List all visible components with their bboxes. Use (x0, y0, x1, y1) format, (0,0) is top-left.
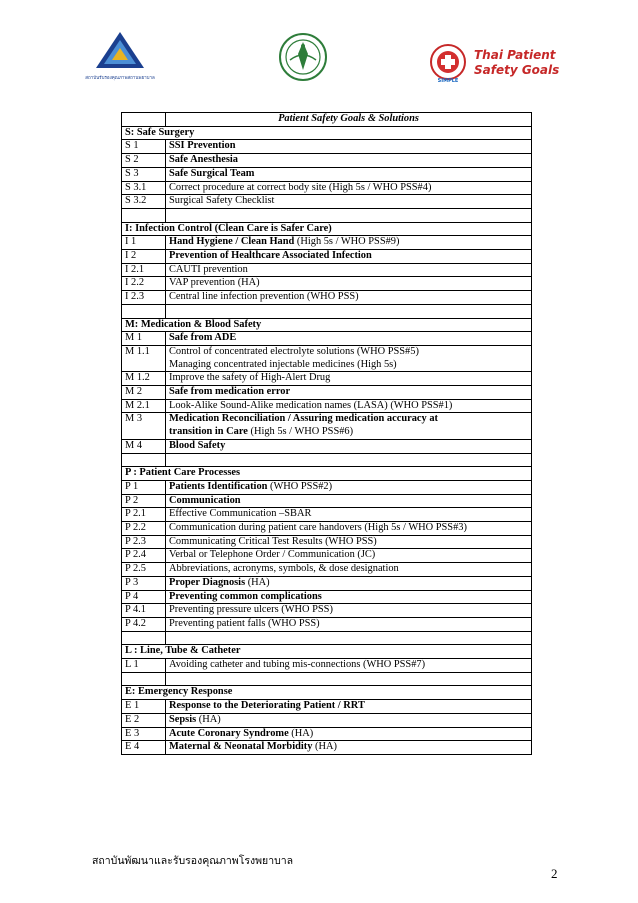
table-row (122, 741, 532, 755)
table-row (122, 494, 532, 508)
goal-code: P 4.1 (122, 604, 166, 618)
goal-code: S 2 (122, 154, 166, 168)
spacer-cell (122, 304, 166, 318)
section-heading: P : Patient Care Processes (122, 467, 532, 481)
goal-code: E 3 (122, 727, 166, 741)
section-heading-row (122, 645, 532, 659)
section-heading-row (122, 126, 532, 140)
goal-description (166, 590, 532, 604)
page-number: 2 (551, 866, 558, 881)
table-row (122, 399, 532, 413)
goal-detail: Preventing patient falls (WHO PSS) (169, 617, 320, 629)
goal-title: Hand Hygiene / Clean Hand (169, 236, 295, 248)
goal-code: P 4 (122, 590, 166, 604)
table-row (122, 727, 532, 741)
goal-code: E 1 (122, 700, 166, 714)
section-heading-row (122, 467, 532, 481)
goal-code: P 1 (122, 480, 166, 494)
header-code-cell (122, 113, 166, 127)
section-heading: I: Infection Control (Clean Care is Safer Care) (122, 222, 532, 236)
goal-description (166, 535, 532, 549)
goal-description (166, 291, 532, 305)
goal-detail: Surgical Safety Checklist (169, 195, 275, 207)
goal-code: M 3 (122, 413, 166, 439)
goal-title: Safe Anesthesia (169, 154, 238, 166)
goal-detail: Verbal or Telephone Order / Communication (JC) (169, 549, 376, 561)
institute-logo-text: สถาบันรับรองคุณภาพสถานพยาบาล (85, 76, 155, 81)
goal-title-continued: transition in Care (169, 426, 248, 438)
table-row (122, 277, 532, 291)
goal-description (166, 413, 532, 439)
goal-detail: (HA) (288, 727, 314, 739)
logo-line-2: Safety Goals (474, 63, 560, 77)
goal-description (166, 399, 532, 413)
table-row (122, 535, 532, 549)
goal-code: P 2.3 (122, 535, 166, 549)
goal-description (166, 250, 532, 264)
table-row (122, 413, 532, 439)
table-row (122, 167, 532, 181)
table-row (122, 563, 532, 577)
goal-code: M 1.1 (122, 345, 166, 371)
goal-description (166, 263, 532, 277)
goal-detail: (HA) (245, 576, 270, 588)
footer-institute-name: สถาบันพัฒนาและรับรองคุณภาพโรงพยาบาล (92, 855, 294, 867)
logo-line-1: Thai Patient (474, 48, 556, 62)
table-row (122, 508, 532, 522)
table-row (122, 154, 532, 168)
section-heading: E: Emergency Response (122, 686, 532, 700)
goal-title: Patients Identification (169, 480, 268, 492)
goal-description (166, 372, 532, 386)
goal-code: I 2.2 (122, 277, 166, 291)
goal-code: M 2.1 (122, 399, 166, 413)
goal-code: I 2 (122, 250, 166, 264)
goal-detail: VAP prevention (HA) (169, 277, 260, 289)
goal-title: Acute Coronary Syndrome (169, 727, 289, 739)
section-heading-row (122, 686, 532, 700)
goal-code: I 1 (122, 236, 166, 250)
goal-description (166, 508, 532, 522)
table-row (122, 291, 532, 305)
goal-description (166, 494, 532, 508)
spacer-row (122, 304, 532, 318)
goal-description (166, 345, 532, 371)
goal-description (166, 604, 532, 618)
goal-title: SSI Prevention (169, 140, 236, 152)
goal-title: Safe Surgical Team (169, 167, 255, 179)
table-row (122, 713, 532, 727)
goal-detail: (HA) (312, 741, 337, 753)
goal-title: Maternal & Neonatal Morbidity (169, 741, 313, 753)
thai-patient-safety-goals-logo (428, 40, 563, 84)
goal-code: P 2 (122, 494, 166, 508)
spacer-cell (166, 304, 532, 318)
spacer-cell (122, 208, 166, 222)
goal-detail: Avoiding catheter and tubing mis-connections (WHO PSS#7) (169, 659, 426, 671)
goal-description (166, 140, 532, 154)
table-row (122, 590, 532, 604)
spacer-row (122, 631, 532, 645)
patient-safety-goals-table (121, 112, 532, 755)
goal-description (166, 659, 532, 673)
table-row (122, 181, 532, 195)
spacer-row (122, 208, 532, 222)
spacer-cell (122, 453, 166, 467)
section-heading: M: Medication & Blood Safety (122, 318, 532, 332)
goal-description (166, 154, 532, 168)
goal-detail: Control of concentrated electrolyte solutions (WHO PSS#5) (169, 345, 419, 357)
goal-title: Medication Reconciliation / Assuring medication accuracy at (169, 413, 438, 425)
goal-detail: Abbreviations, acronyms, symbols, & dose designation (169, 563, 399, 575)
goal-code: S 3 (122, 167, 166, 181)
goal-description (166, 277, 532, 291)
goal-code: I 2.3 (122, 291, 166, 305)
goal-code: P 2.1 (122, 508, 166, 522)
goal-title: Response to the Deteriorating Patient / RRT (169, 700, 365, 712)
table-row (122, 386, 532, 400)
goal-description (166, 549, 532, 563)
goal-detail: (WHO PSS#2) (267, 480, 333, 492)
goal-code: M 1 (122, 332, 166, 346)
goal-code: E 2 (122, 713, 166, 727)
goal-code: S 1 (122, 140, 166, 154)
goal-title: Safe from medication error (169, 386, 291, 398)
section-heading-row (122, 222, 532, 236)
table-row (122, 250, 532, 264)
spacer-row (122, 672, 532, 686)
goal-code: P 2.5 (122, 563, 166, 577)
goal-description (166, 727, 532, 741)
goal-title: Communication (169, 494, 241, 506)
institute-logo (85, 30, 155, 82)
goal-detail: Improve the safety of High-Alert Drug (169, 372, 331, 384)
spacer-cell (166, 453, 532, 467)
spacer-cell (122, 631, 166, 645)
goal-detail: (HA) (196, 713, 221, 725)
table-row (122, 439, 532, 453)
table-row (122, 372, 532, 386)
goal-detail-continued: (High 5s / WHO PSS#6) (247, 426, 354, 438)
table-row (122, 236, 532, 250)
goal-detail: (High 5s / WHO PSS#9) (294, 236, 400, 248)
goal-code: P 2.4 (122, 549, 166, 563)
section-heading-row (122, 318, 532, 332)
table-row (122, 700, 532, 714)
goal-code: S 3.2 (122, 195, 166, 209)
table-row (122, 576, 532, 590)
goal-detail: Correct procedure at correct body site (High 5s / WHO PSS#4) (169, 181, 432, 193)
goal-description (166, 332, 532, 346)
goal-code: P 2.2 (122, 522, 166, 536)
goal-detail: Look-Alike Sound-Alike medication names (LASA) (WHO PSS#1) (169, 399, 453, 411)
goal-code: P 4.2 (122, 617, 166, 631)
table-row (122, 604, 532, 618)
goal-description (166, 181, 532, 195)
goal-description (166, 522, 532, 536)
goal-code: M 2 (122, 386, 166, 400)
goal-code: P 3 (122, 576, 166, 590)
table-row (122, 332, 532, 346)
table-row (122, 522, 532, 536)
spacer-row (122, 453, 532, 467)
section-heading: S: Safe Surgery (122, 126, 532, 140)
goal-detail: Communicating Critical Test Results (WHO PSS) (169, 535, 377, 547)
goal-code: M 4 (122, 439, 166, 453)
table-row (122, 140, 532, 154)
goal-title: Blood Safety (169, 439, 226, 451)
goal-description (166, 617, 532, 631)
simple-text: SIMPLE (437, 78, 459, 84)
goal-code: M 1.2 (122, 372, 166, 386)
goal-detail: Preventing pressure ulcers (WHO PSS) (169, 604, 333, 616)
table-row (122, 480, 532, 494)
table-header-row (122, 113, 532, 127)
goal-description (166, 563, 532, 577)
goal-description (166, 700, 532, 714)
table-row (122, 617, 532, 631)
goal-title: Proper Diagnosis (169, 576, 246, 588)
goal-code: I 2.1 (122, 263, 166, 277)
goal-detail: CAUTI prevention (169, 263, 248, 275)
table-title: Patient Safety Goals & Solutions (166, 113, 532, 127)
section-heading: L : Line, Tube & Catheter (122, 645, 532, 659)
goal-code: E 4 (122, 741, 166, 755)
table-row (122, 345, 532, 371)
goal-detail: Communication during patient care handovers (High 5s / WHO PSS#3) (169, 522, 467, 534)
goal-description (166, 576, 532, 590)
goal-detail-continued: Managing concentrated injectable medicines (High 5s) (169, 358, 397, 370)
goal-description (166, 236, 532, 250)
goal-description (166, 713, 532, 727)
goal-description (166, 167, 532, 181)
table-row (122, 659, 532, 673)
spacer-cell (166, 631, 532, 645)
goal-code: S 3.1 (122, 181, 166, 195)
goal-title: Sepsis (169, 713, 197, 725)
table-row (122, 549, 532, 563)
goal-title: Preventing common complications (169, 590, 322, 602)
spacer-cell (122, 672, 166, 686)
goal-detail: Effective Communication –SBAR (169, 508, 312, 520)
goal-detail: Central line infection prevention (WHO PSS) (169, 291, 359, 303)
goal-description (166, 741, 532, 755)
goal-description (166, 480, 532, 494)
goal-description (166, 195, 532, 209)
ministry-seal-icon (278, 32, 328, 82)
goal-title: Safe from ADE (169, 332, 237, 344)
spacer-cell (166, 672, 532, 686)
goal-description (166, 386, 532, 400)
spacer-cell (166, 208, 532, 222)
goal-code: L 1 (122, 659, 166, 673)
table-row (122, 195, 532, 209)
table-row (122, 263, 532, 277)
goal-title: Prevention of Healthcare Associated Infection (169, 250, 372, 262)
goal-description (166, 439, 532, 453)
